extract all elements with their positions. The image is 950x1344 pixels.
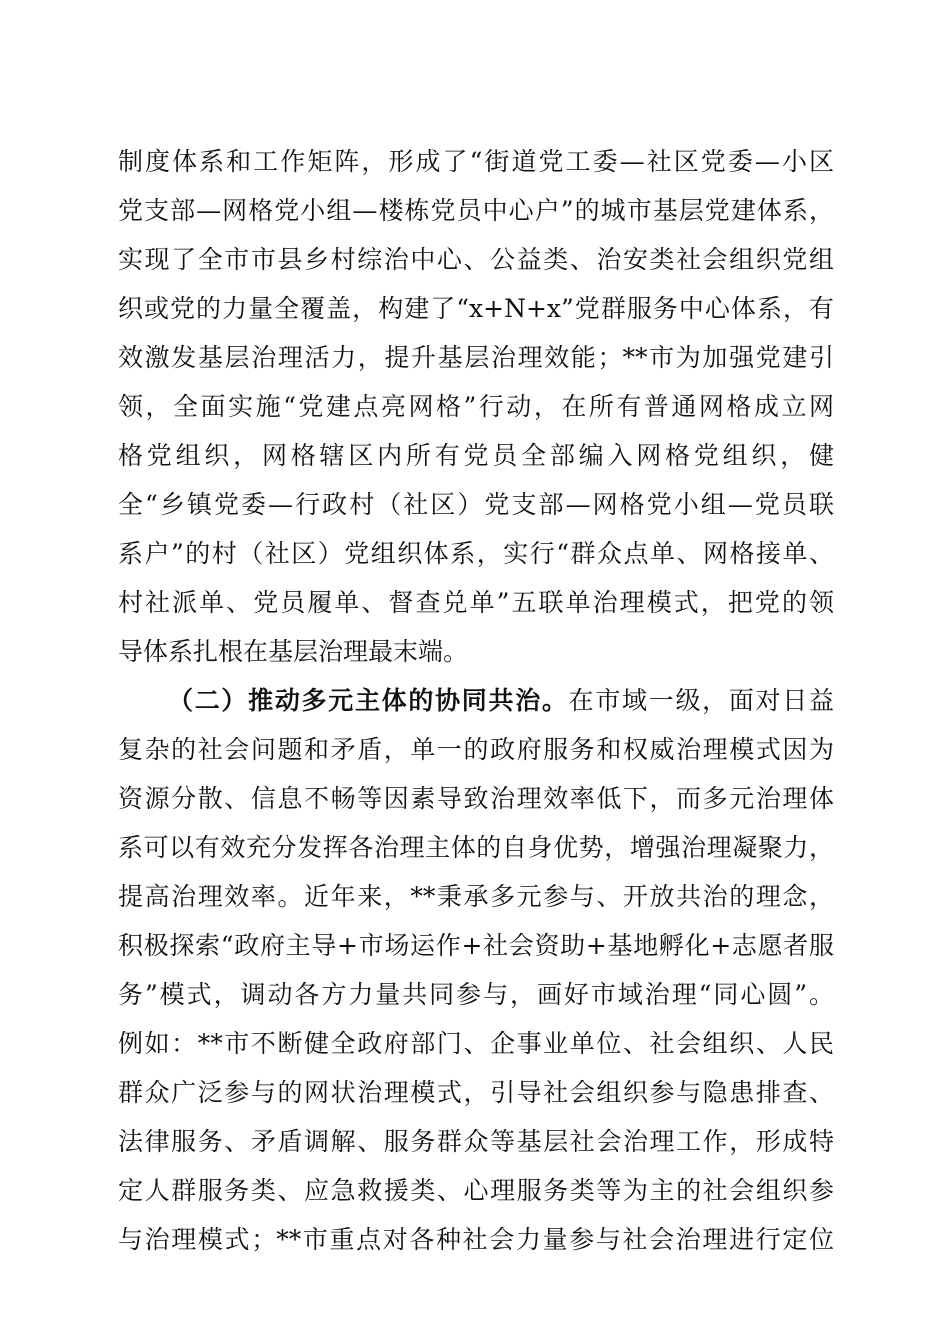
text-line: 实现了全市市县乡村综治中心、公益类、治安类社会组织党组 [118,245,834,274]
text-line: 法律服务、矛盾调解、服务群众等基层社会治理工作，形成特 [118,1127,834,1156]
text-line: 村社派单、党员履单、督查兑单”五联单治理模式，把党的领 [118,588,834,617]
section-heading: （二）推动多元主体的协同共治。 [168,686,569,715]
text-line: 系户”的村（社区）党组织体系，实行“群众点单、网格接单、 [118,539,834,568]
text-line: 资源分散、信息不畅等因素导致治理效率低下，而多元治理体 [118,784,834,813]
text-line: 制度体系和工作矩阵，形成了“街道党工委—社区党委—小区 [118,147,834,176]
section-text: 在市域一级，面对日益 [568,686,834,715]
text-line: 织或党的力量全覆盖，构建了“x+N+x”党群服务中心体系，有 [118,294,834,323]
text-line: 领，全面实施“党建点亮网格”行动，在所有普通网格成立网 [118,392,834,421]
text-line: 提高治理效率。近年来，**秉承多元参与、开放共治的理念， [118,882,834,911]
text-line: 党支部—网格党小组—楼栋党员中心户”的城市基层党建体系， [118,196,834,225]
text-line: 例如：**市不断健全政府部门、企事业单位、社会组织、人民 [118,1029,834,1058]
text-line: 群众广泛参与的网状治理模式，引导社会组织参与隐患排查、 [118,1078,834,1107]
text-line: 效激发基层治理活力，提升基层治理效能；**市为加强党建引 [118,343,834,372]
text-line: 定人群服务类、应急救援类、心理服务类等为主的社会组织参 [118,1176,834,1205]
text-line: 全“乡镇党委—行政村（社区）党支部—网格党小组—党员联 [118,490,834,519]
text-line: 积极探索“政府主导+市场运作+社会资助+基地孵化+志愿者服 [118,931,834,960]
section-heading-line [168,681,834,721]
text-line: 格党组织，网格辖区内所有党员全部编入网格党组织，健 [118,441,834,470]
text-line: 导体系扎根在基层治理最末端。 [118,637,469,666]
text-line: 系可以有效充分发挥各治理主体的自身优势，增强治理凝聚力， [118,833,834,862]
text-line: 与治理模式；**市重点对各种社会力量参与社会治理进行定位 [118,1225,834,1254]
text-line: 复杂的社会问题和矛盾，单一的政府服务和权威治理模式因为 [118,735,834,764]
text-line: 务”模式，调动各方力量共同参与，画好市域治理“同心圆”。 [118,980,834,1009]
